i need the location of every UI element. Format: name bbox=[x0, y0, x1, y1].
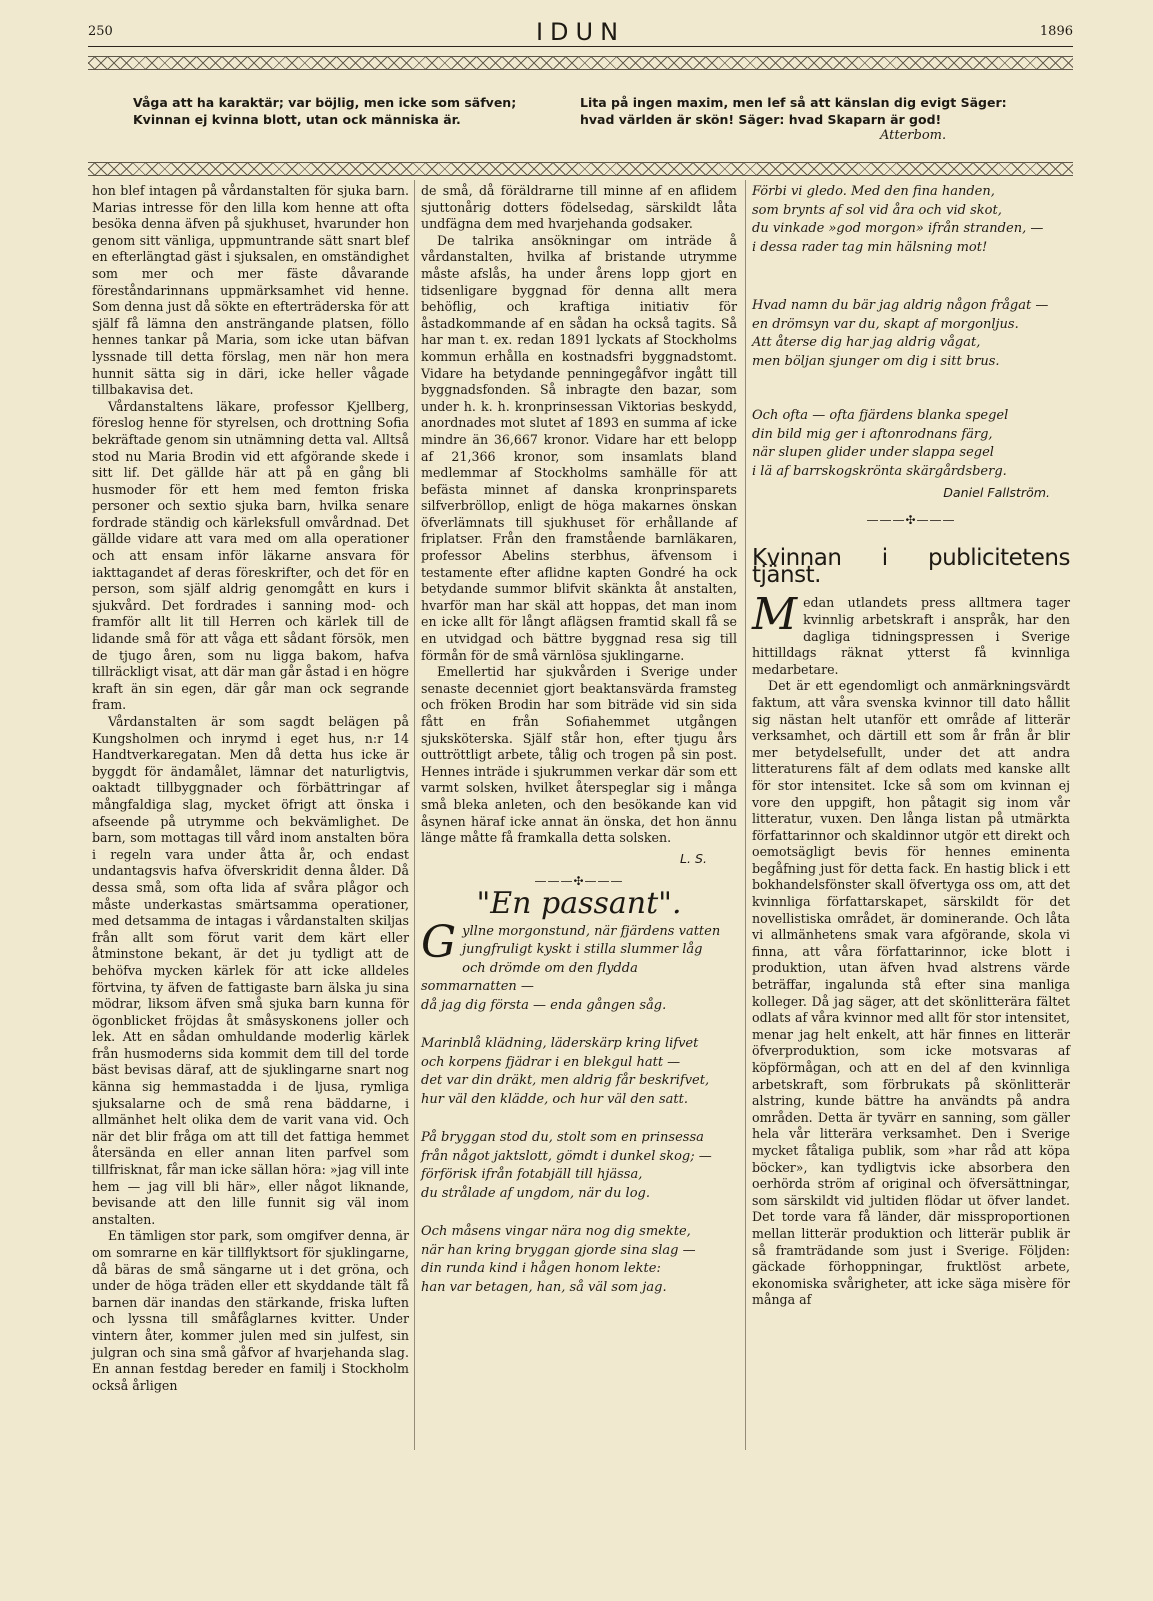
header-rule bbox=[88, 46, 1073, 47]
poem-stanza bbox=[421, 916, 737, 1016]
poem-stanza bbox=[421, 1035, 737, 1109]
column-3 bbox=[752, 183, 1070, 1309]
column-1 bbox=[92, 183, 409, 1394]
poem-line: din runda kind i hågen honom lekte: bbox=[421, 1261, 661, 1277]
poem-line: din bild mig ger i aftonrodnans färg, bbox=[752, 426, 993, 442]
poem-line: Att återse dig har jag aldrig vågat, bbox=[752, 335, 981, 350]
poem-line: du strålade af ungdom, när du log. bbox=[421, 1185, 650, 1201]
poem-line: från något jaktslott, gömdt i dunkel skog; — bbox=[421, 1148, 712, 1164]
paragraph: Vårdanstaltens läkare, professor Kjellberg, föreslog henne för styrelsen, och drottning Sofia bekräftade genom sin utnämning detta val. Alltså stod nu Maria Brodin vid ett afgörande skede i sitt lif. Det gällde här att på en gång bli husmoder för ett hem med femton friska personer och sextio sjuka barn, hvilka senare fordrade ständig och kärleksfull omvårdnad. Det gällde vidare att vara med om alla operationer och att ensam inför läkarne ansvara för iakttagandet af deras föreskrifter, och det för en person, som själf aldrig genomgått en kurs i sjukvård. Det fordrades i sanning mod- och framför allt lit till Herren och kärlek till de lidande små för att våga ett sådant försök, men de tjugo åren, som nu ligga bakom, hafva tillräckligt visat, att där man går åstad i en högre kraft än sin egen, där går man ock segrande fram. bbox=[92, 398, 409, 713]
epigraph-left: Våga att ha karaktär; var böjlig, men icke som säfven; Kvinnan ej kvinna blott, utan ock människa är. bbox=[133, 95, 517, 127]
article-signature: L. S. bbox=[679, 850, 707, 866]
poem-author: Daniel Fallström. bbox=[943, 485, 1050, 500]
poem-stanza bbox=[752, 297, 1070, 371]
paragraph: hon blef intagen på vårdanstalten för sjuka barn. Marias intresse för den lilla kom henne att ofta besöka denna äfven på sjukhuset, hvarunder hon genom sitt vänliga, uppmuntrande sätt snart blef en efterlängtad gäst i sjuksalen, en omständighet som mer och mer fäste dåvarande föreståndarinnans uppmärksamhet vid henne. Som denna just då sökte en efterträderska för att själf få lämna den ansträngande platsen, föllo hennes tankar på Maria, som icke utan bäfvan lyssnade till detta förslag, men när hon mera hunnit sätta sig in däri, icke heller vågade tillbakavisa det. bbox=[92, 183, 409, 398]
masthead-title: IDUN bbox=[535, 18, 626, 46]
poem-line: när slupen glider under slappa segel bbox=[752, 445, 994, 460]
poem-dropcap: G bbox=[421, 916, 457, 968]
year: 1896 bbox=[1039, 24, 1073, 39]
ornamental-border-top bbox=[88, 56, 1073, 70]
poem-line: Och måsens vingar nära nog dig smekte, bbox=[421, 1224, 691, 1240]
paragraph: De talrika ansökningar om inträde å vårdanstalten, hvilka af bristande utrymme måste afslås, ha under årens lopp gjort en tidsenligare byggnad för denna allt mera behöflig, och kraftiga initiativ för åstadkommande af en sådan ha också tagits. Så har man t. ex. redan 1891 lyckats af Stockholms kommun erhålla en kostnadsfri byggnadstomt. Vidare ha betydande penningegåfvor ingått till byggnadsfonden. Så inbragte den bazar, som under h. k. h. kronprinsessan Viktorias beskydd, anordnades mot slutet af 1893 en summa af icke mindre än 36,667 kronor. Vidare har ett belopp af 21,366 kronor, som insamlats bland medlemmar af Stockholms samhälle för att befästa minnet af danska kronprinsparets silfverbröllop, enligt de höga makarnes önskan öfverlämnats till sjukhuset för erhållande af friplatser. Från den framstående barnläkaren, professor Abelins sterbhus, äfvensom i testamente efter aflidne kapten Gondré ha ock betydande summor blifvit skänkta åt anstalten, hvarför man har skäl att hoppas, det man inom en icke allt för långt aflägsen framtid skall få se en utvidgad och bättre byggnad resa sig till förmån för de små värnlösa sjuklingarne. bbox=[421, 232, 737, 663]
column-divider bbox=[414, 180, 415, 1450]
poem-line: På bryggan stod du, stolt som en prinsessa bbox=[421, 1130, 704, 1146]
paragraph: Det är ett egendomligt och anmärkningsvärdt faktum, att våra svenska kvinnor till dato hållit sig nästan helt utanför ett område af litterär verksamhet, och därtill ett som år från år blir mer betydelsefullt, under det att andra litteraturens fält af dem odlats med kanske allt för stor intensitet. Icke så som om kvinnan ej vore den uppgift, hon påtagit sig inom vår litteratur, vuxen. Den långa listan på utmärkta författarinnor och skaldinnor utgör ett direkt och oemotsägligt bevis för hennes eminenta begåfning just för detta fack. En hastig blick i ett bokhandelsfönster skall öfvertyga oss om, att det kvinnliga författarskapet, särskildt för det novellistiska området, är dominerande. Och låta vi allmänhetens smak vara afgörande, skola vi finna, att våra författarinnor, icke blott i produktion, utan äfven hvad alstrens värde beträffar, ingalunda stå efter sina manliga kolleger. Då jag säger, att det skönlitterära fältet odlats af våra kvinnor med allt för stor intensitet, menar jag helt enkelt, att här finnes en litterär öfverproduktion, som icke motsvaras af köpförmågan, och att en del af den kvinnliga arbetskraft, som förbrukats på skönlitterär alstring, kunde bättre ha användts på andra områden. Detta är tyvärr en sanning, som gäller hela vår litterära verksamhet. Den i Sverige mycket fåtaliga publik, som »har råd att köpa böcker», kan tydligtvis icke absorbera den oerhörda ström af original och öfversättningar, som särskildt vid jultiden flödar ut öfver landet. Det torde vara få länder, där missproportionen mellan litterär produktion och litterär publik är så framträdande som just i Sverige. Följden: gäckade förhoppningar, fruktlöst arbete, ekonomiska svårigheter, att icke säga misère för många af bbox=[752, 678, 1070, 1308]
poem-line: yllne morgonstund, när fjärdens vatten bbox=[462, 923, 721, 939]
poem-stanza bbox=[752, 407, 1070, 481]
poem-line: det var din dräkt, men aldrig får beskrifvet, bbox=[421, 1073, 710, 1089]
poem-line: och drömde om den flydda sommarnatten — bbox=[421, 960, 638, 995]
poem-line: men böljan sjunger om dig i sitt brus. bbox=[752, 353, 1000, 369]
article-dropcap: M bbox=[752, 589, 798, 641]
poem-line: i lä af barrskogskrönta skärgårdsberg. bbox=[752, 463, 1007, 479]
epigraph-right: Lita på ingen maxim, men lef så att känslan dig evigt Säger: hvad världen är skön! Säger: hvad Skaparn är god! bbox=[580, 95, 1007, 127]
poem-continued bbox=[752, 183, 1070, 481]
poem-line: Förbi vi gledo. Med den fina handen, bbox=[752, 184, 995, 199]
poem-line: Och ofta — ofta fjärdens blanka spegel bbox=[752, 408, 1009, 423]
poem-line: hur väl den klädde, och hur väl den satt. bbox=[421, 1091, 688, 1107]
page-number: 250 bbox=[88, 24, 113, 39]
poem-line: Hvad namn du bär jag aldrig någon frågat — bbox=[752, 298, 1049, 313]
poem-line: när han kring bryggan gjorde sina slag — bbox=[421, 1242, 696, 1258]
poem-stanza bbox=[421, 1223, 737, 1297]
poem-line: förförisk ifrån fotabjäll till hjässa, bbox=[421, 1167, 643, 1183]
paragraph: En tämligen stor park, som omgifver denna, är om somrarne en kär tillflyktsort för sjuklingarne, då bäras de små sängarne ut i det gröna, och under de höga träden eller ett skyddande tält få barnen där inandas den stärkande, friska luften och lyssna till småfåglarnes kvitter. Under vintern åter, kommer julen med sin julfest, sin julgran och sina små gåfvor af hvarjehanda slag. En annan festdag bereder en familj i Stockholm också årligen bbox=[92, 1228, 409, 1393]
poem bbox=[421, 916, 737, 1298]
poem-line: en drömsyn var du, skapt af morgonljus. bbox=[752, 316, 1019, 332]
page-header bbox=[88, 18, 1073, 46]
section-separator: ———✣——— bbox=[866, 512, 956, 527]
poem-title: "En passant". bbox=[476, 885, 682, 921]
poem-stanza bbox=[421, 1129, 737, 1203]
column-2 bbox=[421, 183, 737, 1317]
poem-line: du vinkade »god morgon» ifrån stranden, — bbox=[752, 221, 1044, 236]
paragraph-text: edan utlandets press alltmera tager kvinnlig arbetskraft i anspråk, har den dagliga tidningspressen i Sverige hittilldags räknat ytterst få kvinnliga medarbetare. bbox=[752, 595, 1070, 677]
epigraph-author: Atterbom. bbox=[880, 128, 947, 143]
poem-line: i dessa rader tag min hälsning mot! bbox=[752, 239, 988, 255]
poem-line: han var betagen, han, så väl som jag. bbox=[421, 1279, 667, 1295]
paragraph: de små, då föräldrarne till minne af en aflidem sjuttonårig dotters födelsedag, särskildt låta undfägna dem med hvarjehanda godsaker. bbox=[421, 183, 737, 232]
paragraph: Vårdanstalten är som sagdt belägen på Kungsholmen och inrymd i eget hus, n:r 14 Handtverkaregatan. Men då detta hus icke är byggdt för ändamålet, lämnar det naturligtvis, oaktadt tillbyggnader och förbättringar af mångfaldiga slag, mycket öfrigt att önska i afseende på utrymme och bekvämlighet. De barn, som mottagas till vård inom anstalten böra i regeln vara under åtta år, och endast undantagsvis hafva öfverskridit denna ålder. Då dessa små, som ofta lida af svåra plågor och måste underkastas smärtsamma operationer, med detsamma de intagas i vårdanstalten skiljas från allt som förut varit dem kärt eller åtminstone bekant, är det ju tydligt att de behöfva mycken kärlek för att icke alldeles förtvina, ty äfven de fattigaste barn älska ju sina mödrar, liksom äfven små sjuka barn kunna för ögonblicket fröjdas åt småsyskonens joller och lek. Att en sådan omhuldande moderlig kärlek från husmoderns sida kommit dem till del torde bäst bevisas däraf, att de sjuklingarne snart nog känna sig hemmastadda i de ljusa, rymliga sjuksalarne och de små rena bäddarne, i allmänhet helt olika dem de varit vana vid. Och när det blir fråga om att till det fattiga hemmet återsända en eller annan liten parfvel som tillfrisknat, får man icke sällan höra: »jag vill inte hem — jag vill bli här», eller något liknande, bevisande att den lille funnit sig väl inom anstalten. bbox=[92, 714, 409, 1227]
poem-line: då jag dig första — enda gången såg. bbox=[421, 997, 667, 1013]
poem-line: Marinblå klädning, läderskärp kring lifvet bbox=[421, 1036, 699, 1052]
ornamental-border-mid bbox=[88, 162, 1073, 176]
paragraph: Emellertid har sjukvården i Sverige under senaste decenniet gjort beaktansvärda framsteg och fröken Brodin har som biträde vid sin sida fått en från Sofiahemmet utgången sjuksköterska. Själf står hon, efter tjugu års outtröttligt arbete, tålig och trogen på sin post. Hennes inträde i sjukrummen verkar där som ett varmt solsken, hvilket återspeglar sig i många små bleka anleten, och den besökande kan vid åsynen häraf icke annat än önska, det hon ännu länge måtte få framkalla detta solsken. bbox=[421, 664, 737, 846]
poem-line: och korpens fjädrar i en blekgul hatt — bbox=[421, 1054, 681, 1070]
article-title: Kvinnan i publicitetens tjänst. bbox=[752, 545, 1070, 588]
poem-line: jungfruligt kyskt i stilla slummer låg bbox=[462, 942, 703, 958]
poem-stanza bbox=[752, 183, 1070, 257]
poem-line: som brynts af sol vid åra och vid skot, bbox=[752, 202, 1002, 218]
paragraph bbox=[752, 589, 1070, 678]
column-divider bbox=[745, 180, 746, 1450]
section-separator: ———✣——— bbox=[534, 874, 624, 889]
